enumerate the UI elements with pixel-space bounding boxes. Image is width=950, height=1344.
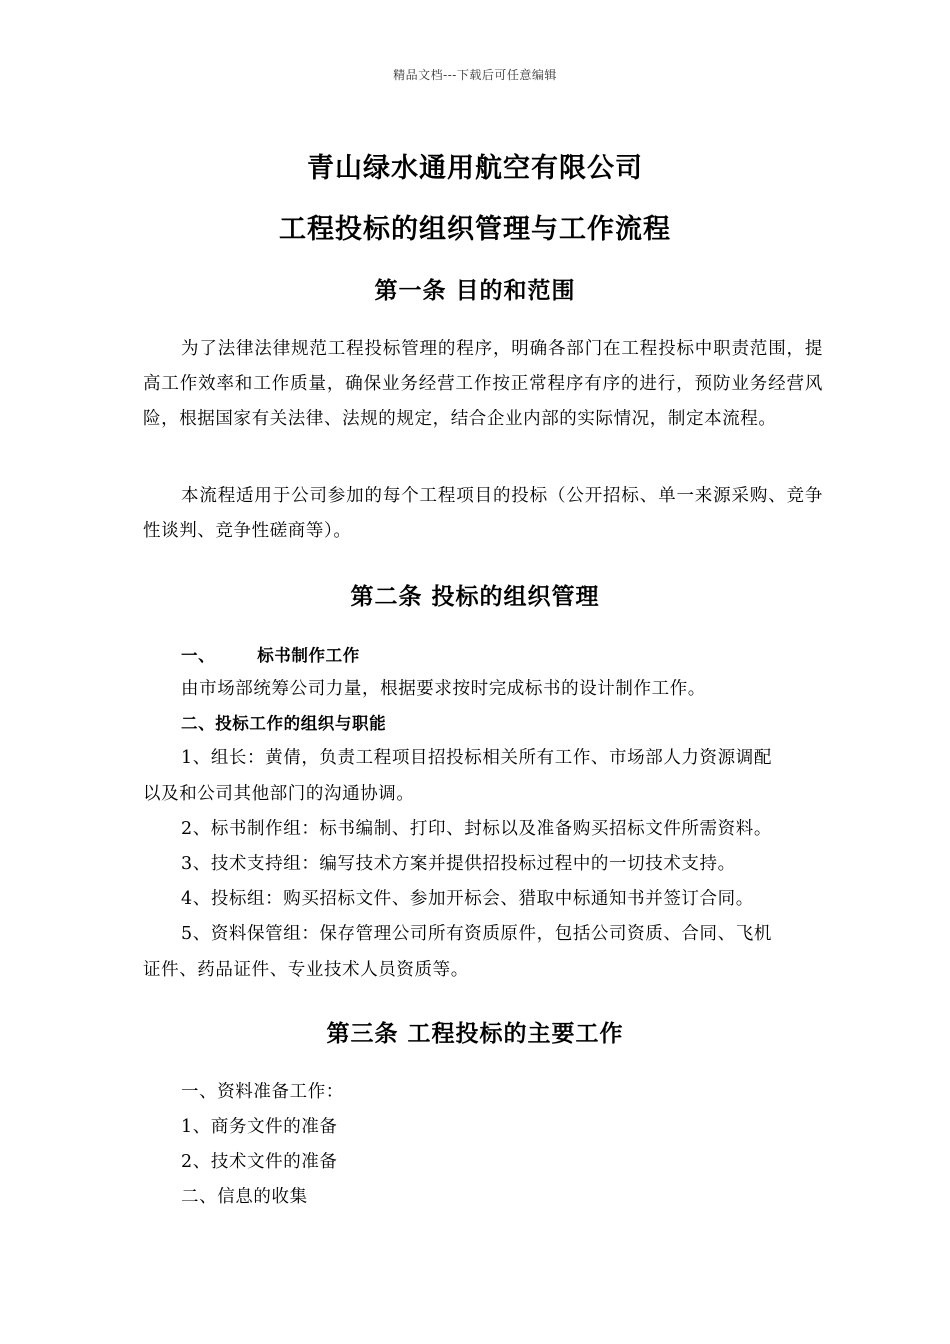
document-title: 工程投标的组织管理与工作流程 [279, 214, 671, 245]
role-3: 3、技术支持组：编写技术方案并提供招投标过程中的一切技术支持。 [181, 854, 736, 874]
role-5-line-1: 5、资料保管组：保存管理公司所有资质原件，包括公司资质、合同、飞机 [181, 924, 772, 944]
subsection-1-title: 标书制作工作 [257, 646, 360, 665]
subsection-1-text: 由市场部统筹公司力量，根据要求按时完成标书的设计制作工作。 [181, 679, 706, 699]
role-2: 2、标书制作组：标书编制、打印、封标以及准备购买招标文件所需资料。 [181, 819, 772, 839]
article-3-sub-1: 1、商务文件的准备 [181, 1117, 338, 1137]
article-3-item-2: 二、信息的收集 [181, 1187, 308, 1207]
role-1-line-2: 以及和公司其他部门的沟通协调。 [143, 784, 415, 804]
role-4: 4、投标组：购买招标文件、参加开标会、猎取中标通知书并签订合同。 [181, 889, 754, 909]
subsection-1-heading [181, 638, 861, 673]
subsection-1-number: 一、 [181, 646, 216, 665]
article-3-item-1: 一、资料准备工作： [181, 1082, 344, 1102]
article-2-heading: 第二条 投标的组织管理 [350, 584, 600, 610]
article-1-paragraph-1: 为了法律法律规范工程投标管理的程序，明确各部门在工程投标中职责范围，提高工作效率和工作质量，确保业务经营工作按正常程序有序的进行，预防业务经营风险，根据国家有关法律、法规的规定，结合企业内部的实际情况，制定本流程。 [143, 339, 823, 429]
article-3-sub-2: 2、技术文件的准备 [181, 1152, 338, 1172]
header-note: 精品文档---下载后可任意编辑 [393, 68, 557, 82]
subsection-2-heading: 二、投标工作的组织与职能 [181, 714, 387, 733]
article-3-heading: 第三条 工程投标的主要工作 [326, 1021, 624, 1047]
company-title: 青山绿水通用航空有限公司 [307, 153, 643, 184]
article-1-paragraph-2: 本流程适用于公司参加的每个工程项目的投标（公开招标、单一来源采购、竞争性谈判、竞争性磋商等）。 [143, 486, 823, 541]
article-1-heading: 第一条 目的和范围 [374, 278, 576, 304]
role-1-line-1: 1、组长：黄倩，负责工程项目招投标相关所有工作、市场部人力资源调配 [181, 748, 772, 768]
role-5-line-2: 证件、药品证件、专业技术人员资质等。 [143, 960, 469, 980]
